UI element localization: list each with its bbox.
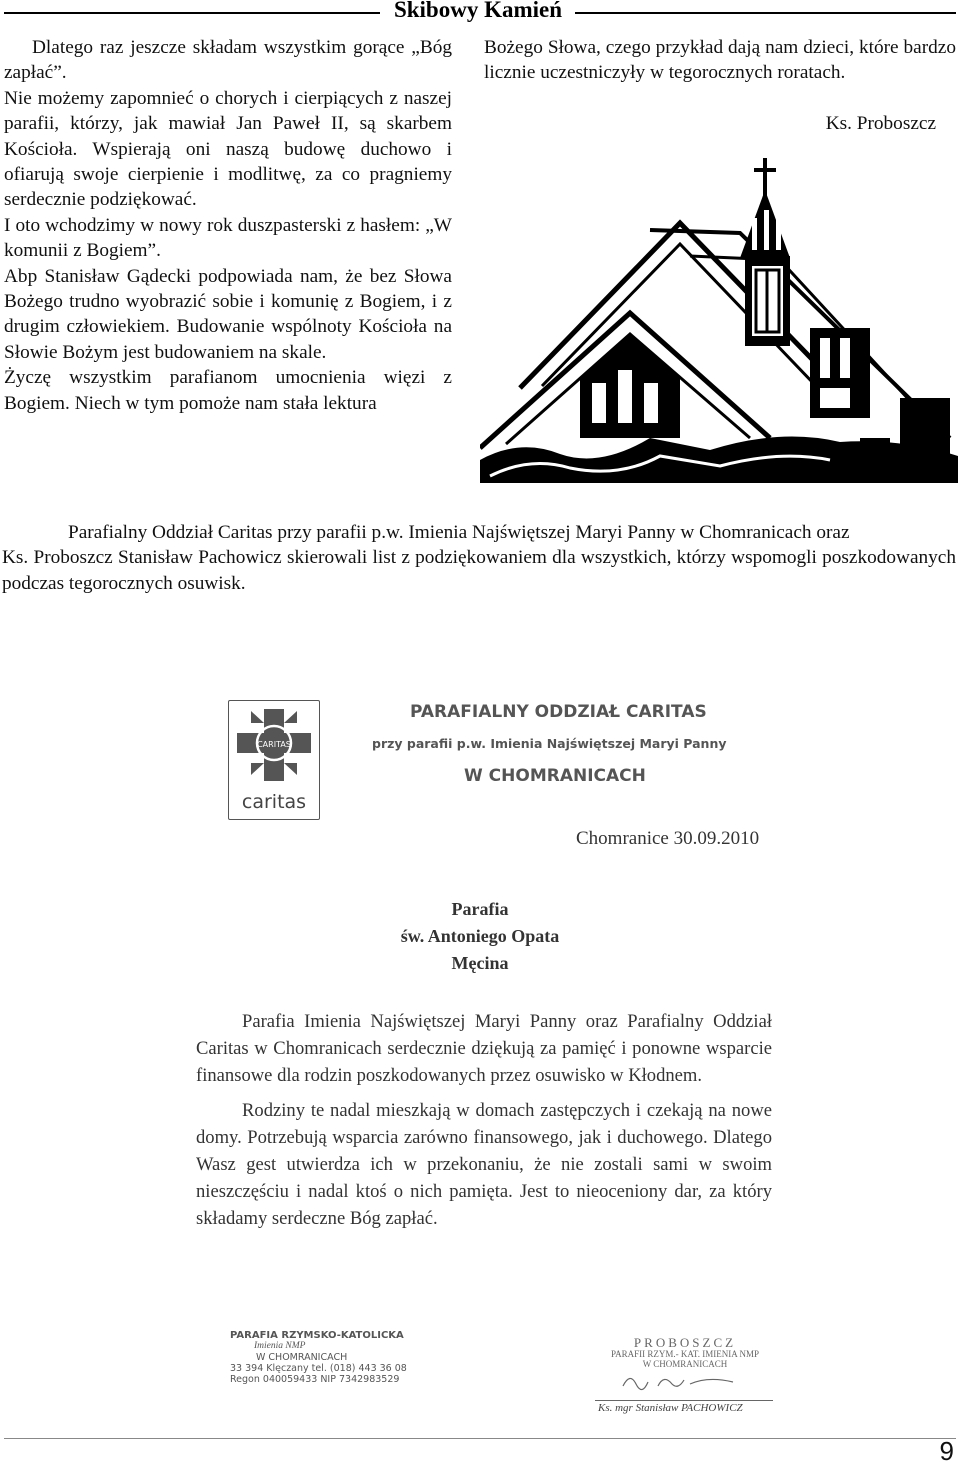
addressee-line-3: Męcina xyxy=(451,953,509,973)
church-illustration xyxy=(480,138,958,483)
logo-ring-text: CARITAS xyxy=(257,740,291,749)
caritas-logo-word: caritas xyxy=(241,791,307,813)
left-paragraph-5: Życzę wszystkim parafianom umocnienia więzi z Bogiem. Niech w tym pomoże nam stała lektura xyxy=(4,367,452,414)
header-rule-left xyxy=(4,12,380,14)
parish-stamp xyxy=(230,1330,410,1385)
pastor-signature: Ks. Proboszcz xyxy=(825,113,936,134)
letter-body xyxy=(196,1008,772,1240)
letter-body-paragraph-2: Rodziny te nadal mieszkają w domach zastępczych i czekają na nowe domy. Potrzebują wsparcia zarówno finansowego, jak i duchowego. Dlatego Wasz gest utwierdza ich w przekonaniu, że nie zostali sami w swoim nieszczęściu i nadal ktoś o nich pamięta. Jest to nieoceniony dar, za który składamy serdeczne Bóg zapłać. xyxy=(196,1100,772,1229)
caritas-note-rest: Ks. Proboszcz Stanisław Pachowicz skierowali list z podziękowaniem dla wszystkich, którzy wspomogli poszkodowanych podczas tegorocznych osuwisk. xyxy=(2,547,956,594)
header-rule-right xyxy=(575,12,956,14)
pastor-stamp-line-1: PROBOSZCZ xyxy=(633,1335,737,1350)
parish-stamp-line-1: PARAFIA RZYMSKO-KATOLICKA xyxy=(230,1330,404,1341)
letterhead-title: PARAFIALNY ODDZIAŁ CARITAS xyxy=(410,702,707,722)
pastor-stamp xyxy=(595,1335,775,1370)
right-paragraph: Bożego Słowa, czego przykład dają nam dzieci, które bardzo licznie uczestniczyły w tegorocznych roratach. xyxy=(484,37,956,84)
left-paragraph-4: Abp Stanisław Gądecki podpowiada nam, że bez Słowa Bożego trudno wyobrazić sobie i komunię z Bogiem, i z drugim człowiekiem. Budowanie wspólnoty Kościoła na Słowie Bożym jest budowaniem na skale. xyxy=(4,265,452,363)
pastor-stamp-name: Ks. mgr Stanisław PACHOWICZ xyxy=(598,1402,743,1414)
letterhead-subtitle: przy parafii p.w. Imienia Najświętszej Maryi Panny xyxy=(372,736,727,751)
parish-stamp-line-4: 33 394 Klęczany tel. (018) 443 36 08 xyxy=(230,1363,407,1374)
signature-line xyxy=(595,1400,773,1401)
addressee-line-1: Parafia xyxy=(451,899,509,919)
addressee-line-2: św. Antoniego Opata xyxy=(400,926,560,946)
caritas-logo xyxy=(228,700,320,820)
parish-stamp-line-3: W CHOMRANICACH xyxy=(256,1352,348,1363)
letter-body-paragraph-1: Parafia Imienia Najświętszej Maryi Panny oraz Parafialny Oddział Caritas w Chomranicach serdecznie dziękują za pamięć i ponowne wsparcie finansowe dla rodzin poszkodowanych przez osuwisko w Kłodnem. xyxy=(196,1011,772,1086)
left-paragraph-3: I oto wchodzimy w nowy rok duszpasterski z hasłem: „W komunii z Bogiem”. xyxy=(4,214,452,262)
left-paragraph-1: Dlatego raz jeszcze składam wszystkim gorące „Bóg zapłać”. xyxy=(4,37,452,84)
pastor-stamp-line-3: W CHOMRANICACH xyxy=(642,1359,728,1369)
left-paragraph-2: Nie możemy zapomnieć o chorych i cierpiących z naszej parafii, którzy, jak mawiał Jan Paweł II, są skarbem Kościoła. Wspierają oni naszą budowę duchowo i ofiarują swoje cierpienie i modlitwę, za co pragniemy serdecznie podziękować. xyxy=(4,87,452,211)
footer-rule xyxy=(4,1438,956,1439)
left-column xyxy=(4,35,452,416)
right-column xyxy=(484,35,956,86)
parish-stamp-line-5: Regon 040059433 NIP 7342983529 xyxy=(230,1374,400,1385)
scanned-letter xyxy=(196,690,800,1414)
page-number: 9 xyxy=(939,1436,954,1466)
letter-date: Chomranice 30.09.2010 xyxy=(576,828,760,849)
page-header-title: Skibowy Kamień xyxy=(393,0,563,22)
parish-stamp-line-2: Imienia NMP xyxy=(254,1341,306,1351)
handwritten-signature xyxy=(618,1370,738,1392)
caritas-note xyxy=(2,520,956,596)
letter-addressee xyxy=(360,896,600,977)
letterhead-town: W CHOMRANICACH xyxy=(464,766,646,786)
pastor-stamp-line-2: PARAFII RZYM.- KAT. IMIENIA NMP xyxy=(610,1348,759,1359)
caritas-cross-icon xyxy=(229,701,319,789)
caritas-note-first-line: Parafialny Oddział Caritas przy parafii p.w. Imienia Najświętszej Maryi Panny w Chomranicach oraz xyxy=(68,522,850,543)
